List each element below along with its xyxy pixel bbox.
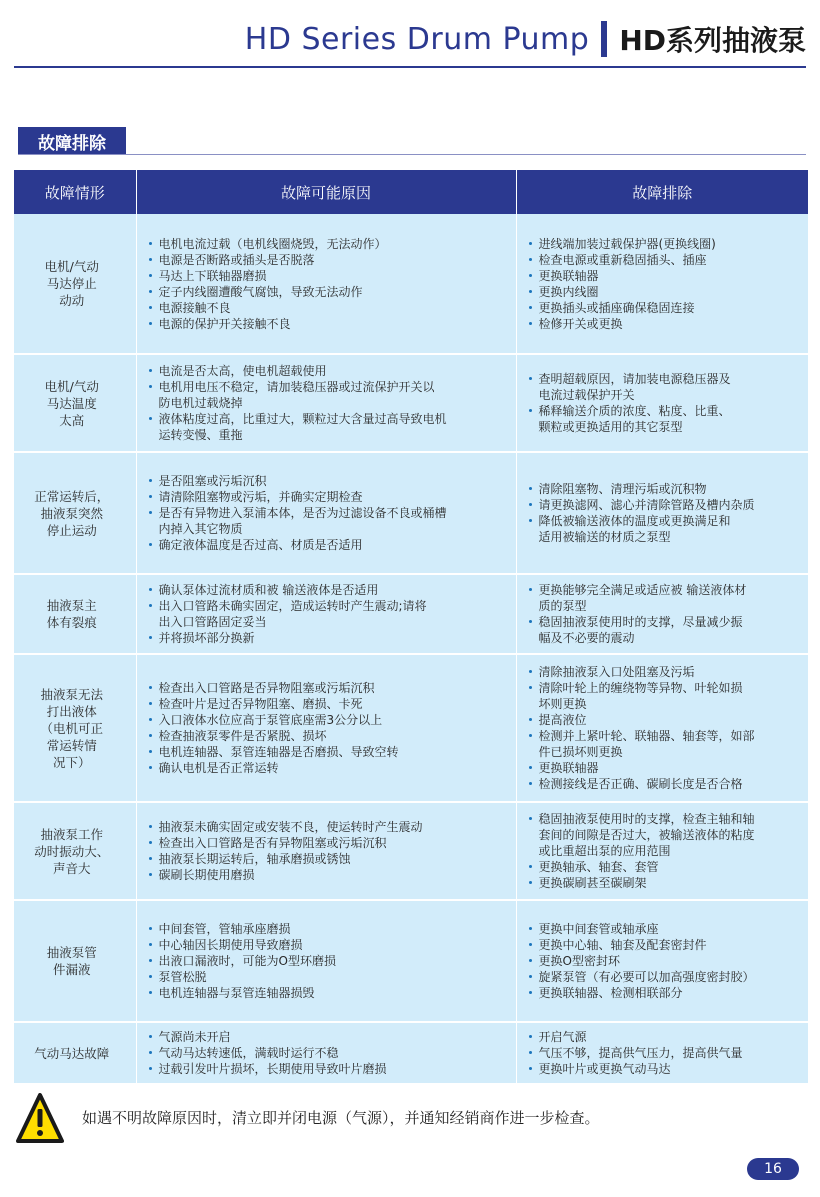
cause-item: 中间套管，管轴承座磨损: [159, 921, 508, 937]
symptom-text: 抽液泵主 体有裂痕: [46, 598, 97, 630]
cause-item: 碳刷长期使用磨损: [159, 867, 508, 883]
remedy-item: 检测接线是否正确、碳刷长度是否合格: [539, 776, 801, 792]
cause-cell: [136, 354, 516, 452]
remedy-item: 清除抽液泵入口处阻塞及污垢: [539, 664, 801, 680]
symptom-text: 抽液泵无法 打出液体 （电机可正 常运转情 况下）: [40, 686, 103, 770]
remedy-list: [517, 371, 809, 435]
table-row: [14, 654, 808, 802]
cause-item: 入口液体水位应高于泵管底座需3公分以上: [159, 712, 508, 728]
cause-item: 检查出入口管路是否有异物阻塞或污垢沉积: [159, 835, 508, 851]
cause-item: 电机连轴器、泵管连轴器是否磨损、导致空转: [159, 744, 508, 760]
remedy-item: 查明超载原因，请加装电源稳压器及 电流过载保护开关: [539, 371, 801, 403]
troubleshooting-table: [14, 170, 808, 1085]
remedy-list: [517, 664, 809, 792]
cause-list: [137, 921, 516, 1001]
remedy-item: 稀释输送介质的浓度、粘度、比重、 颗粒或更换适用的其它泵型: [539, 403, 801, 435]
remedy-item: 更换联轴器: [539, 760, 801, 776]
remedy-list: [517, 236, 809, 332]
symptom-text: 正常运转后， 抽液泵突然 停止运动: [34, 488, 110, 538]
col-header-remedy: 故障排除: [516, 170, 808, 214]
section-rule: [18, 154, 806, 155]
symptom-cell: [14, 574, 136, 654]
cause-item: 是否阻塞或污垢沉积: [159, 473, 508, 489]
symptom-cell: [14, 802, 136, 900]
warning-text: 如遇不明故障原因时，清立即并闭电源（气源），并通知经销商作进一步检查。: [82, 1109, 600, 1127]
remedy-item: 检查电源或重新稳固插头、插座: [539, 252, 801, 268]
cause-item: 检查叶片是过否异物阻塞、磨损、卡死: [159, 696, 508, 712]
cause-item: 泵管松脱: [159, 969, 508, 985]
cause-item: 电机用电压不稳定，请加装稳压器或过流保护开关以 防电机过载烧掉: [159, 379, 508, 411]
remedy-item: 更换叶片或更换气动马达: [539, 1061, 801, 1077]
remedy-cell: [516, 1022, 808, 1084]
page-header: [245, 14, 806, 64]
symptom-text: 电机/气动 马达温度 太高: [44, 378, 99, 428]
col-header-cause: 故障可能原因: [136, 170, 516, 214]
symptom-cell: [14, 1022, 136, 1084]
cause-list: [137, 1029, 516, 1077]
remedy-item: 更换中间套管或轴承座: [539, 921, 801, 937]
remedy-cell: [516, 654, 808, 802]
remedy-item: 更换能够完全满足或适应被 输送液体材 质的泵型: [539, 582, 801, 614]
cause-item: 是否有异物进入泵浦本体，是否为过滤设备不良或桶槽 内掉入其它物质: [159, 505, 508, 537]
symptom-text: 抽液泵管 件漏液: [46, 945, 97, 977]
remedy-list: [517, 582, 809, 646]
remedy-item: 清除叶轮上的缠绕物等异物、叶轮如损 坏则更换: [539, 680, 801, 712]
cause-list: [137, 819, 516, 883]
cause-cell: [136, 452, 516, 574]
remedy-cell: [516, 354, 808, 452]
remedy-item: 更换内线圈: [539, 284, 801, 300]
cause-item: 并将损坏部分换新: [159, 630, 508, 646]
remedy-item: 旋紧泵管（有必要可以加高强度密封胶）: [539, 969, 801, 985]
header-rule: [14, 66, 806, 68]
symptom-cell: [14, 354, 136, 452]
cause-item: 电机连轴器与泵管连轴器损毁: [159, 985, 508, 1001]
header-separator: [601, 21, 607, 57]
symptom-cell: [14, 654, 136, 802]
symptom-cell: [14, 452, 136, 574]
remedy-item: 更换O型密封环: [539, 953, 801, 969]
col-header-symptom: 故障情形: [14, 170, 136, 214]
remedy-cell: [516, 214, 808, 354]
remedy-list: [517, 921, 809, 1001]
remedy-cell: [516, 802, 808, 900]
cause-item: 液体粘度过高，比重过大，颗粒过大含量过高导致电机 运转变慢、重拖: [159, 411, 508, 443]
cause-item: 确认电机是否正常运转: [159, 760, 508, 776]
cause-item: 气动马达转速低，满载时运行不稳: [159, 1045, 508, 1061]
cause-list: [137, 473, 516, 553]
cause-item: 电源是否断路或插头是否脱落: [159, 252, 508, 268]
table-header-row: [14, 170, 808, 214]
remedy-cell: [516, 574, 808, 654]
cause-item: 定子内线圈遭酸气腐蚀，导致无法动作: [159, 284, 508, 300]
symptom-cell: [14, 214, 136, 354]
remedy-item: 稳固抽液泵使用时的支撑，尽量减少振 幅及不必要的震动: [539, 614, 801, 646]
remedy-item: 气压不够，提高供气压力，提高供气量: [539, 1045, 801, 1061]
cause-list: [137, 582, 516, 646]
cause-item: 请清除阻塞物或污垢，并确实定期检查: [159, 489, 508, 505]
table-row: [14, 452, 808, 574]
table-row: [14, 802, 808, 900]
remedy-item: 进线端加装过载保护器(更换线圈): [539, 236, 801, 252]
remedy-item: 更换碳刷甚至碳刷架: [539, 875, 801, 891]
remedy-item: 更换联轴器: [539, 268, 801, 284]
remedy-list: [517, 811, 809, 891]
remedy-item: 检测并上紧叶轮、联轴器、轴套等，如部 件已损坏则更换: [539, 728, 801, 760]
symptom-text: 抽液泵工作 动时振动大、 声音大: [34, 826, 110, 876]
remedy-item: 清除阻塞物、清理污垢或沉积物: [539, 481, 801, 497]
remedy-item: 更换插头或插座确保稳固连接: [539, 300, 801, 316]
table-row: [14, 214, 808, 354]
cause-item: 气源尚未开启: [159, 1029, 508, 1045]
remedy-item: 请更换滤网、滤心并清除管路及槽内杂质: [539, 497, 801, 513]
cause-item: 检查抽液泵零件是否紧脱、损坏: [159, 728, 508, 744]
remedy-list: [517, 481, 809, 545]
table-row: [14, 900, 808, 1022]
remedy-item: 更换联轴器、检测相联部分: [539, 985, 801, 1001]
remedy-list: [517, 1029, 809, 1077]
cause-cell: [136, 654, 516, 802]
cause-item: 中心轴因长期使用导致磨损: [159, 937, 508, 953]
cause-list: [137, 680, 516, 776]
page-number: 16: [747, 1158, 799, 1180]
symptom-text: 电机/气动 马达停止 动动: [44, 259, 99, 308]
remedy-item: 降低被输送液体的温度或更换满足和 适用被输送的材质之泵型: [539, 513, 801, 545]
cause-cell: [136, 214, 516, 354]
cause-item: 抽液泵未确实固定或安装不良，使运转时产生震动: [159, 819, 508, 835]
table-row: [14, 1022, 808, 1084]
remedy-item: 检修开关或更换: [539, 316, 801, 332]
cause-item: 确认泵体过流材质和被 输送液体是否适用: [159, 582, 508, 598]
remedy-item: 稳固抽液泵使用时的支撑，检查主轴和轴 套间的间隙是否过大，被输送液体的粘度 或比重超出泵的应用范围: [539, 811, 801, 859]
symptom-cell: [14, 900, 136, 1022]
cause-item: 抽液泵长期运转后，轴承磨损或锈蚀: [159, 851, 508, 867]
cause-cell: [136, 802, 516, 900]
table-row: [14, 354, 808, 452]
cause-cell: [136, 574, 516, 654]
cause-cell: [136, 1022, 516, 1084]
header-title-cn: HD系列抽液泵: [619, 24, 806, 57]
cause-cell: [136, 900, 516, 1022]
cause-item: 出液口漏液时，可能为O型环磨损: [159, 953, 508, 969]
cause-item: 电源接触不良: [159, 300, 508, 316]
table-row: [14, 574, 808, 654]
cause-list: [137, 363, 516, 443]
remedy-item: 提高液位: [539, 712, 801, 728]
cause-list: [137, 236, 516, 332]
section-title: 故障排除: [18, 127, 126, 155]
header-title-en: HD Series Drum Pump: [244, 21, 590, 57]
cause-item: 出入口管路未确实固定，造成运转时产生震动;请将 出入口管路固定妥当: [159, 598, 508, 630]
remedy-item: 更换轴承、轴套、套管: [539, 859, 801, 875]
remedy-cell: [516, 452, 808, 574]
cause-item: 确定液体温度是否过高、材质是否适用: [159, 537, 508, 553]
warning-triangle-icon: [16, 1093, 64, 1145]
remedy-cell: [516, 900, 808, 1022]
cause-item: 电流是否太高，使电机超载使用: [159, 363, 508, 379]
cause-item: 电源的保护开关接触不良: [159, 316, 508, 332]
cause-item: 过载引发叶片损坏，长期使用导致叶片磨损: [159, 1061, 508, 1077]
cause-item: 检查出入口管路是否异物阻塞或污垢沉积: [159, 680, 508, 696]
symptom-text: 气动马达故障: [34, 1045, 110, 1061]
remedy-item: 更换中心轴、轴套及配套密封件: [539, 937, 801, 953]
remedy-item: 开启气源: [539, 1029, 801, 1045]
cause-item: 电机电流过载（电机线圈烧毁，无法动作）: [159, 236, 508, 252]
cause-item: 马达上下联轴器磨损: [159, 268, 508, 284]
